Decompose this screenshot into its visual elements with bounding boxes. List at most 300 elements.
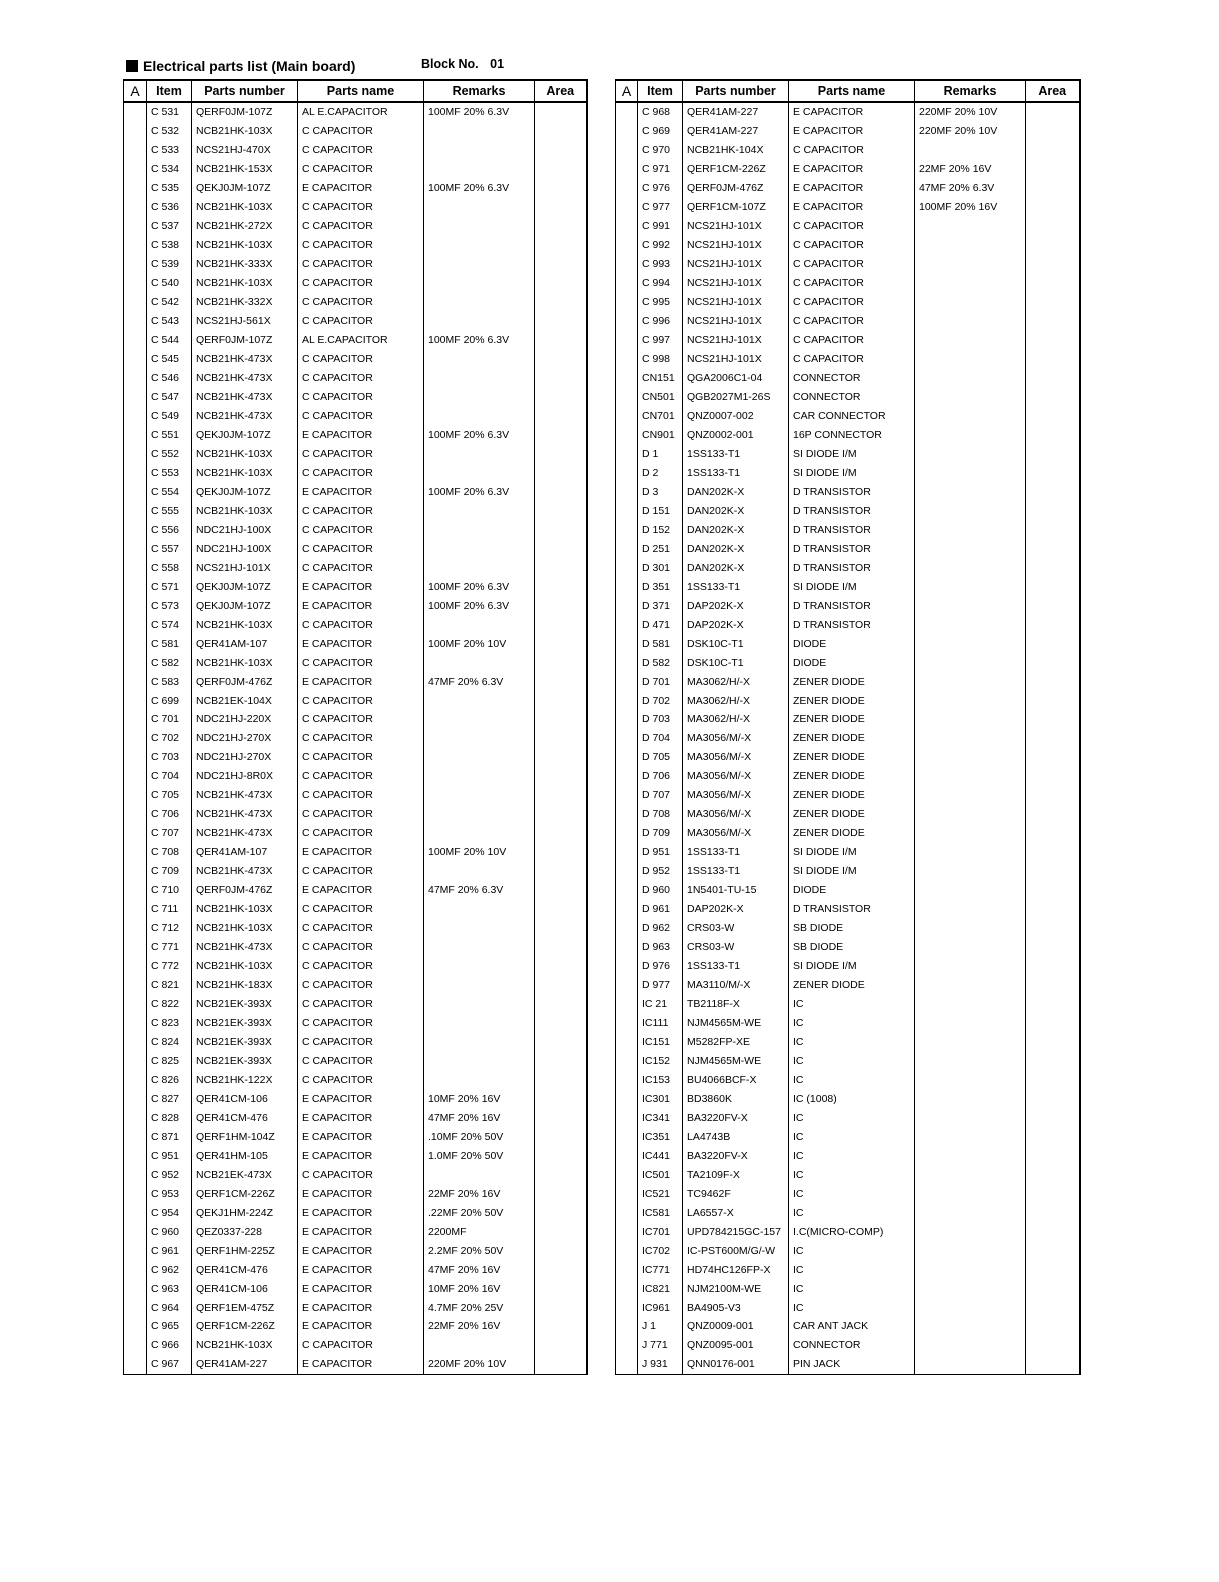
- cell-parts-number: QNZ0095-001: [683, 1336, 789, 1355]
- cell-remarks: 100MF 20% 6.3V: [424, 331, 535, 350]
- cell-a: [616, 463, 638, 482]
- cell-parts-number: TB2118F-X: [683, 995, 789, 1014]
- cell-a: [616, 1032, 638, 1051]
- cell-parts-name: SI DIODE I/M: [789, 862, 915, 881]
- cell-a: [124, 1108, 147, 1127]
- cell-area: [1026, 1146, 1080, 1165]
- cell-item: IC701: [638, 1222, 683, 1241]
- cell-item: C 545: [147, 350, 192, 369]
- cell-parts-name: C CAPACITOR: [789, 331, 915, 350]
- table-row: [616, 729, 1080, 748]
- cell-remarks: 47MF 20% 16V: [424, 1108, 535, 1127]
- table-row: [124, 1203, 587, 1222]
- cell-item: C 553: [147, 463, 192, 482]
- table-row: [124, 539, 587, 558]
- cell-a: [124, 102, 147, 122]
- table-row: [124, 1014, 587, 1033]
- cell-area: [535, 425, 587, 444]
- cell-remarks: .22MF 20% 50V: [424, 1203, 535, 1222]
- cell-parts-number: DAN202K-X: [683, 539, 789, 558]
- cell-area: [1026, 691, 1080, 710]
- cell-item: CN701: [638, 407, 683, 426]
- table-row: [124, 1355, 587, 1374]
- cell-a: [616, 425, 638, 444]
- cell-a: [124, 900, 147, 919]
- table-row: [616, 312, 1080, 331]
- cell-parts-number: QGB2027M1-26S: [683, 388, 789, 407]
- cell-item: C 538: [147, 236, 192, 255]
- cell-area: [1026, 1127, 1080, 1146]
- table-row: [124, 1032, 587, 1051]
- cell-parts-number: QERF1HM-225Z: [192, 1241, 298, 1260]
- cell-a: [124, 312, 147, 331]
- cell-parts-name: C CAPACITOR: [298, 312, 424, 331]
- cell-area: [535, 1184, 587, 1203]
- cell-a: [616, 938, 638, 957]
- table-row: [124, 691, 587, 710]
- cell-item: C 582: [147, 653, 192, 672]
- table-row: [124, 1146, 587, 1165]
- cell-a: [616, 957, 638, 976]
- cell-item: C 828: [147, 1108, 192, 1127]
- cell-parts-number: QER41AM-227: [683, 122, 789, 141]
- cell-remarks: 4.7MF 20% 25V: [424, 1298, 535, 1317]
- cell-parts-name: SB DIODE: [789, 938, 915, 957]
- cell-parts-name: IC: [789, 1070, 915, 1089]
- cell-area: [1026, 843, 1080, 862]
- cell-remarks: [915, 1317, 1026, 1336]
- cell-remarks: 22MF 20% 16V: [915, 160, 1026, 179]
- cell-a: [616, 1317, 638, 1336]
- cell-remarks: [424, 558, 535, 577]
- cell-item: C 965: [147, 1317, 192, 1336]
- cell-area: [535, 217, 587, 236]
- cell-item: D 351: [638, 577, 683, 596]
- cell-remarks: [915, 501, 1026, 520]
- cell-remarks: [424, 615, 535, 634]
- table-row: [616, 976, 1080, 995]
- cell-remarks: [915, 729, 1026, 748]
- cell-parts-name: D TRANSISTOR: [789, 520, 915, 539]
- cell-parts-name: ZENER DIODE: [789, 729, 915, 748]
- cell-area: [1026, 482, 1080, 501]
- cell-item: C 544: [147, 331, 192, 350]
- cell-item: D 371: [638, 596, 683, 615]
- cell-item: C 549: [147, 407, 192, 426]
- cell-area: [535, 1032, 587, 1051]
- cell-item: C 546: [147, 369, 192, 388]
- table-row: [616, 1203, 1080, 1222]
- table-row: [616, 407, 1080, 426]
- cell-parts-name: C CAPACITOR: [298, 217, 424, 236]
- cell-a: [124, 482, 147, 501]
- cell-remarks: [424, 1070, 535, 1089]
- cell-area: [535, 824, 587, 843]
- cell-a: [616, 369, 638, 388]
- cell-parts-number: NCB21HK-473X: [192, 350, 298, 369]
- cell-parts-name: C CAPACITOR: [298, 1336, 424, 1355]
- cell-item: C 954: [147, 1203, 192, 1222]
- cell-a: [616, 786, 638, 805]
- cell-item: D 951: [638, 843, 683, 862]
- cell-remarks: [424, 463, 535, 482]
- cell-area: [1026, 388, 1080, 407]
- cell-item: D 961: [638, 900, 683, 919]
- table-row: [124, 881, 587, 900]
- cell-parts-name: C CAPACITOR: [789, 141, 915, 160]
- cell-parts-name: D TRANSISTOR: [789, 539, 915, 558]
- cell-remarks: [424, 198, 535, 217]
- cell-parts-name: PIN JACK: [789, 1355, 915, 1374]
- block-value: 01: [490, 57, 505, 71]
- cell-area: [535, 198, 587, 217]
- cell-item: C 968: [638, 102, 683, 122]
- cell-remarks: [424, 786, 535, 805]
- cell-parts-name: IC: [789, 995, 915, 1014]
- cell-parts-number: 1SS133-T1: [683, 957, 789, 976]
- cell-a: [124, 767, 147, 786]
- cell-a: [616, 1127, 638, 1146]
- table-row: [124, 141, 587, 160]
- cell-a: [124, 1298, 147, 1317]
- cell-a: [124, 444, 147, 463]
- cell-parts-name: C CAPACITOR: [789, 312, 915, 331]
- cell-item: IC151: [638, 1032, 683, 1051]
- cell-remarks: [915, 577, 1026, 596]
- cell-item: C 571: [147, 577, 192, 596]
- cell-item: C 531: [147, 102, 192, 122]
- cell-area: [535, 919, 587, 938]
- cell-item: C 771: [147, 938, 192, 957]
- cell-item: C 702: [147, 729, 192, 748]
- cell-parts-number: QER41CM-476: [192, 1108, 298, 1127]
- cell-parts-number: NCB21HK-103X: [192, 463, 298, 482]
- cell-parts-number: DAP202K-X: [683, 596, 789, 615]
- cell-remarks: [424, 653, 535, 672]
- cell-parts-number: QER41AM-107: [192, 634, 298, 653]
- cell-remarks: [915, 1184, 1026, 1203]
- cell-a: [124, 217, 147, 236]
- cell-a: [616, 350, 638, 369]
- cell-a: [616, 255, 638, 274]
- cell-a: [616, 691, 638, 710]
- cell-area: [535, 634, 587, 653]
- cell-area: [1026, 729, 1080, 748]
- cell-parts-number: NCB21HK-473X: [192, 805, 298, 824]
- cell-item: C 710: [147, 881, 192, 900]
- cell-remarks: [424, 1032, 535, 1051]
- table-row: [616, 369, 1080, 388]
- table-row: [616, 539, 1080, 558]
- cell-parts-number: BU4066BCF-X: [683, 1070, 789, 1089]
- table-row: [616, 634, 1080, 653]
- cell-parts-name: AL E.CAPACITOR: [298, 331, 424, 350]
- cell-item: C 997: [638, 331, 683, 350]
- cell-parts-name: C CAPACITOR: [298, 1014, 424, 1033]
- cell-item: C 952: [147, 1165, 192, 1184]
- cell-parts-name: C CAPACITOR: [298, 520, 424, 539]
- cell-a: [124, 293, 147, 312]
- cell-parts-number: NCB21HK-103X: [192, 615, 298, 634]
- cell-remarks: 47MF 20% 6.3V: [424, 881, 535, 900]
- cell-area: [535, 805, 587, 824]
- cell-remarks: [424, 122, 535, 141]
- cell-area: [1026, 444, 1080, 463]
- cell-parts-number: MA3062/H/-X: [683, 672, 789, 691]
- cell-item: IC521: [638, 1184, 683, 1203]
- cell-area: [1026, 1355, 1080, 1374]
- table-row: [124, 824, 587, 843]
- cell-area: [1026, 539, 1080, 558]
- table-row: [616, 957, 1080, 976]
- cell-parts-number: QNN0176-001: [683, 1355, 789, 1374]
- cell-area: [1026, 1222, 1080, 1241]
- cell-parts-number: QEKJ0JM-107Z: [192, 425, 298, 444]
- cell-parts-number: MA3062/H/-X: [683, 710, 789, 729]
- cell-remarks: [915, 691, 1026, 710]
- cell-remarks: [424, 350, 535, 369]
- cell-item: D 3: [638, 482, 683, 501]
- cell-item: IC581: [638, 1203, 683, 1222]
- cell-parts-name: ZENER DIODE: [789, 767, 915, 786]
- cell-item: C 551: [147, 425, 192, 444]
- cell-remarks: [915, 331, 1026, 350]
- cell-area: [535, 1241, 587, 1260]
- cell-parts-name: C CAPACITOR: [298, 615, 424, 634]
- cell-item: C 708: [147, 843, 192, 862]
- cell-remarks: 47MF 20% 6.3V: [424, 672, 535, 691]
- cell-parts-name: E CAPACITOR: [298, 1203, 424, 1222]
- cell-parts-number: NCB21HK-473X: [192, 407, 298, 426]
- cell-item: C 971: [638, 160, 683, 179]
- cell-a: [616, 1089, 638, 1108]
- cell-remarks: [915, 615, 1026, 634]
- cell-parts-number: NCB21HK-122X: [192, 1070, 298, 1089]
- cell-item: C 701: [147, 710, 192, 729]
- cell-area: [1026, 1014, 1080, 1033]
- cell-parts-name: E CAPACITOR: [298, 1146, 424, 1165]
- cell-area: [1026, 331, 1080, 350]
- block-number: [421, 57, 504, 71]
- table-row: [616, 1108, 1080, 1127]
- cell-item: C 542: [147, 293, 192, 312]
- cell-remarks: [424, 919, 535, 938]
- cell-parts-number: MA3056/M/-X: [683, 786, 789, 805]
- cell-a: [124, 1146, 147, 1165]
- table-row: [124, 1279, 587, 1298]
- cell-a: [616, 1165, 638, 1184]
- cell-item: C 824: [147, 1032, 192, 1051]
- cell-parts-name: C CAPACITOR: [298, 1032, 424, 1051]
- cell-parts-number: DAP202K-X: [683, 615, 789, 634]
- table-row: [616, 995, 1080, 1014]
- cell-parts-number: NCB21EK-104X: [192, 691, 298, 710]
- table-row: [616, 1165, 1080, 1184]
- cell-area: [535, 672, 587, 691]
- cell-item: C 711: [147, 900, 192, 919]
- cell-area: [535, 653, 587, 672]
- cell-parts-name: IC (1008): [789, 1089, 915, 1108]
- cell-item: C 706: [147, 805, 192, 824]
- table-row: [616, 255, 1080, 274]
- cell-item: C 703: [147, 748, 192, 767]
- cell-parts-number: QEKJ0JM-107Z: [192, 596, 298, 615]
- cell-a: [616, 919, 638, 938]
- cell-item: IC821: [638, 1279, 683, 1298]
- cell-remarks: [915, 1298, 1026, 1317]
- cell-parts-number: HD74HC126FP-X: [683, 1260, 789, 1279]
- cell-parts-name: C CAPACITOR: [298, 995, 424, 1014]
- cell-parts-number: MA3056/M/-X: [683, 805, 789, 824]
- cell-a: [616, 1146, 638, 1165]
- cell-area: [1026, 141, 1080, 160]
- cell-remarks: 22MF 20% 16V: [424, 1317, 535, 1336]
- cell-area: [535, 331, 587, 350]
- cell-item: C 822: [147, 995, 192, 1014]
- cell-remarks: [424, 767, 535, 786]
- cell-a: [616, 274, 638, 293]
- cell-parts-name: C CAPACITOR: [298, 122, 424, 141]
- col-parts-name-header: Parts name: [298, 80, 424, 102]
- cell-area: [1026, 102, 1080, 122]
- cell-a: [616, 539, 638, 558]
- cell-area: [535, 1146, 587, 1165]
- cell-a: [124, 1070, 147, 1089]
- cell-parts-number: 1SS133-T1: [683, 843, 789, 862]
- cell-item: C 699: [147, 691, 192, 710]
- cell-area: [1026, 1032, 1080, 1051]
- cell-item: C 543: [147, 312, 192, 331]
- table-row: [124, 1260, 587, 1279]
- cell-a: [124, 539, 147, 558]
- cell-parts-name: C CAPACITOR: [298, 691, 424, 710]
- cell-parts-number: LA4743B: [683, 1127, 789, 1146]
- cell-parts-name: C CAPACITOR: [298, 786, 424, 805]
- cell-item: C 998: [638, 350, 683, 369]
- table-row: [616, 919, 1080, 938]
- table-row: [124, 843, 587, 862]
- table-row: [124, 786, 587, 805]
- cell-parts-number: MA3056/M/-X: [683, 748, 789, 767]
- cell-a: [124, 596, 147, 615]
- cell-area: [1026, 1051, 1080, 1070]
- cell-parts-name: SI DIODE I/M: [789, 957, 915, 976]
- cell-parts-name: DIODE: [789, 881, 915, 900]
- cell-parts-name: C CAPACITOR: [298, 767, 424, 786]
- cell-a: [616, 615, 638, 634]
- cell-parts-name: E CAPACITOR: [298, 634, 424, 653]
- cell-item: C 951: [147, 1146, 192, 1165]
- cell-a: [616, 1355, 638, 1374]
- cell-remarks: 2.2MF 20% 50V: [424, 1241, 535, 1260]
- cell-a: [616, 1298, 638, 1317]
- cell-remarks: [915, 938, 1026, 957]
- cell-remarks: [424, 520, 535, 539]
- cell-item: C 962: [147, 1260, 192, 1279]
- cell-remarks: [424, 369, 535, 388]
- cell-parts-number: NCB21HK-272X: [192, 217, 298, 236]
- cell-remarks: [424, 407, 535, 426]
- cell-parts-number: NDC21HJ-100X: [192, 520, 298, 539]
- table-row: [124, 1222, 587, 1241]
- table-row: [124, 369, 587, 388]
- cell-parts-name: ZENER DIODE: [789, 672, 915, 691]
- table-row: [616, 274, 1080, 293]
- col-area-header: Area: [535, 80, 587, 102]
- cell-item: C 581: [147, 634, 192, 653]
- cell-area: [535, 596, 587, 615]
- cell-item: C 953: [147, 1184, 192, 1203]
- table-row: [616, 1032, 1080, 1051]
- cell-area: [1026, 1108, 1080, 1127]
- table-row: [616, 501, 1080, 520]
- cell-parts-number: NCB21HK-103X: [192, 919, 298, 938]
- cell-parts-number: NCB21HK-183X: [192, 976, 298, 995]
- cell-area: [1026, 1279, 1080, 1298]
- cell-item: D 1: [638, 444, 683, 463]
- cell-a: [124, 691, 147, 710]
- cell-parts-number: MA3110/M/-X: [683, 976, 789, 995]
- cell-parts-name: E CAPACITOR: [298, 596, 424, 615]
- cell-parts-number: NCB21EK-393X: [192, 995, 298, 1014]
- cell-item: C 557: [147, 539, 192, 558]
- cell-remarks: [424, 805, 535, 824]
- cell-item: C 996: [638, 312, 683, 331]
- cell-remarks: [915, 217, 1026, 236]
- cell-parts-number: NCB21HK-333X: [192, 255, 298, 274]
- cell-item: C 574: [147, 615, 192, 634]
- cell-remarks: [915, 1032, 1026, 1051]
- table-row: [124, 653, 587, 672]
- cell-parts-number: QNZ0002-001: [683, 425, 789, 444]
- table-row: [124, 862, 587, 881]
- cell-item: D 706: [638, 767, 683, 786]
- cell-remarks: [915, 653, 1026, 672]
- table-row: [124, 976, 587, 995]
- cell-item: C 552: [147, 444, 192, 463]
- cell-a: [124, 995, 147, 1014]
- cell-a: [124, 729, 147, 748]
- cell-remarks: [424, 255, 535, 274]
- cell-parts-name: ZENER DIODE: [789, 805, 915, 824]
- cell-parts-number: QER41CM-106: [192, 1089, 298, 1108]
- table-header-row: [616, 80, 1080, 102]
- table-row: [616, 1184, 1080, 1203]
- cell-area: [1026, 862, 1080, 881]
- cell-area: [1026, 805, 1080, 824]
- cell-item: IC153: [638, 1070, 683, 1089]
- cell-area: [535, 274, 587, 293]
- cell-area: [535, 710, 587, 729]
- cell-parts-name: E CAPACITOR: [789, 160, 915, 179]
- col-parts-number-header: Parts number: [683, 80, 789, 102]
- cell-remarks: [915, 1070, 1026, 1089]
- cell-area: [535, 1108, 587, 1127]
- cell-a: [124, 1051, 147, 1070]
- table-header-row: [124, 80, 587, 102]
- cell-a: [124, 425, 147, 444]
- cell-parts-name: C CAPACITOR: [298, 160, 424, 179]
- table-row: [124, 1241, 587, 1260]
- cell-area: [535, 312, 587, 331]
- cell-area: [1026, 938, 1080, 957]
- cell-remarks: [915, 350, 1026, 369]
- cell-parts-number: 1SS133-T1: [683, 444, 789, 463]
- table-row: [616, 881, 1080, 900]
- cell-item: C 826: [147, 1070, 192, 1089]
- cell-parts-number: NCS21HJ-101X: [683, 236, 789, 255]
- cell-area: [1026, 1260, 1080, 1279]
